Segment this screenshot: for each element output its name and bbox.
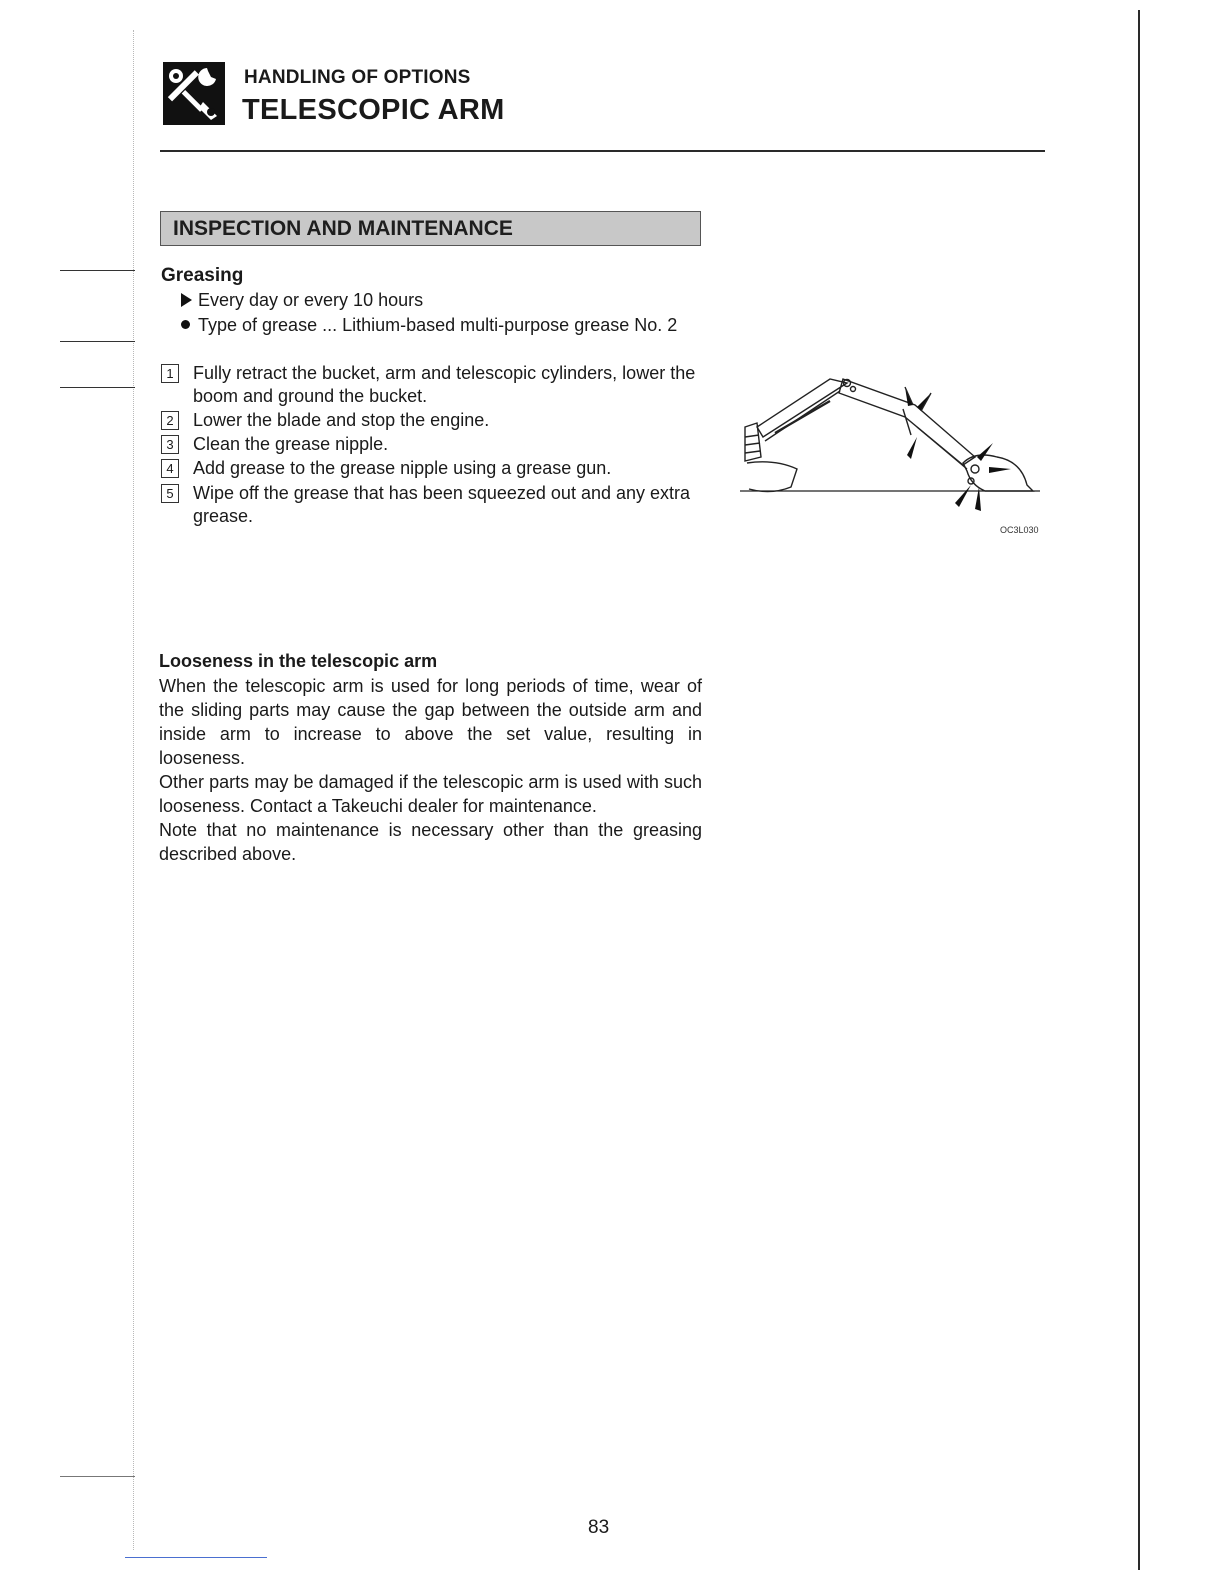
header-divider — [160, 150, 1045, 152]
step-text: Add grease to the grease nipple using a grease gun. — [193, 458, 612, 478]
page-edge-line — [1138, 10, 1140, 1570]
telescopic-arm-diagram — [735, 365, 1045, 525]
step-text: Wipe off the grease that has been squeezed out and any extra grease. — [193, 483, 691, 526]
dot-bullet-icon — [181, 320, 190, 329]
binding-edge — [133, 30, 135, 1550]
paragraph: When the telescopic arm is used for long periods of time, wear of the sliding parts may cause the gap between the outside arm and inside arm to increase to above the set value, resulting in looseness. — [159, 676, 702, 768]
tools-icon — [163, 62, 225, 125]
step-item — [161, 362, 706, 410]
section-header — [160, 211, 701, 246]
looseness-body — [159, 674, 702, 866]
page-title: TELESCOPIC ARM — [242, 94, 505, 126]
step-item — [161, 457, 706, 481]
paragraph: Note that no maintenance is necessary other than the greasing described above. — [159, 820, 702, 864]
interval-line — [181, 290, 423, 311]
figure-code: OC3L030 — [1000, 525, 1039, 535]
step-number: 3 — [161, 435, 179, 454]
margin-tick — [60, 341, 135, 342]
step-number: 5 — [161, 484, 179, 503]
looseness-heading: Looseness in the telescopic arm — [159, 651, 438, 671]
greasing-heading: Greasing — [161, 265, 244, 286]
step-number: 1 — [161, 364, 179, 383]
margin-tick — [60, 387, 135, 388]
paragraph: Other parts may be damaged if the telescopic arm is used with such looseness. Contact a Takeuchi dealer for maintenance. — [159, 772, 702, 816]
grease-type-text: Type of grease ... Lithium-based multi-purpose grease No. 2 — [198, 315, 678, 335]
header-category: HANDLING OF OPTIONS — [244, 67, 471, 88]
step-item — [161, 482, 706, 530]
step-number: 2 — [161, 411, 179, 430]
margin-tick — [60, 270, 135, 271]
triangle-bullet-icon — [181, 293, 192, 307]
step-text: Clean the grease nipple. — [193, 434, 389, 454]
step-text: Fully retract the bucket, arm and telescopic cylinders, lower the boom and ground the bucket. — [193, 363, 696, 406]
step-text: Lower the blade and stop the engine. — [193, 410, 490, 430]
step-item — [161, 409, 706, 433]
interval-text: Every day or every 10 hours — [198, 290, 424, 310]
step-item — [161, 433, 706, 457]
grease-type-line — [181, 315, 677, 336]
scan-mark — [125, 1557, 267, 1558]
step-number: 4 — [161, 459, 179, 478]
section-title: INSPECTION AND MAINTENANCE — [173, 217, 513, 240]
page-number: 83 — [588, 1517, 610, 1538]
margin-tick — [60, 1476, 135, 1477]
